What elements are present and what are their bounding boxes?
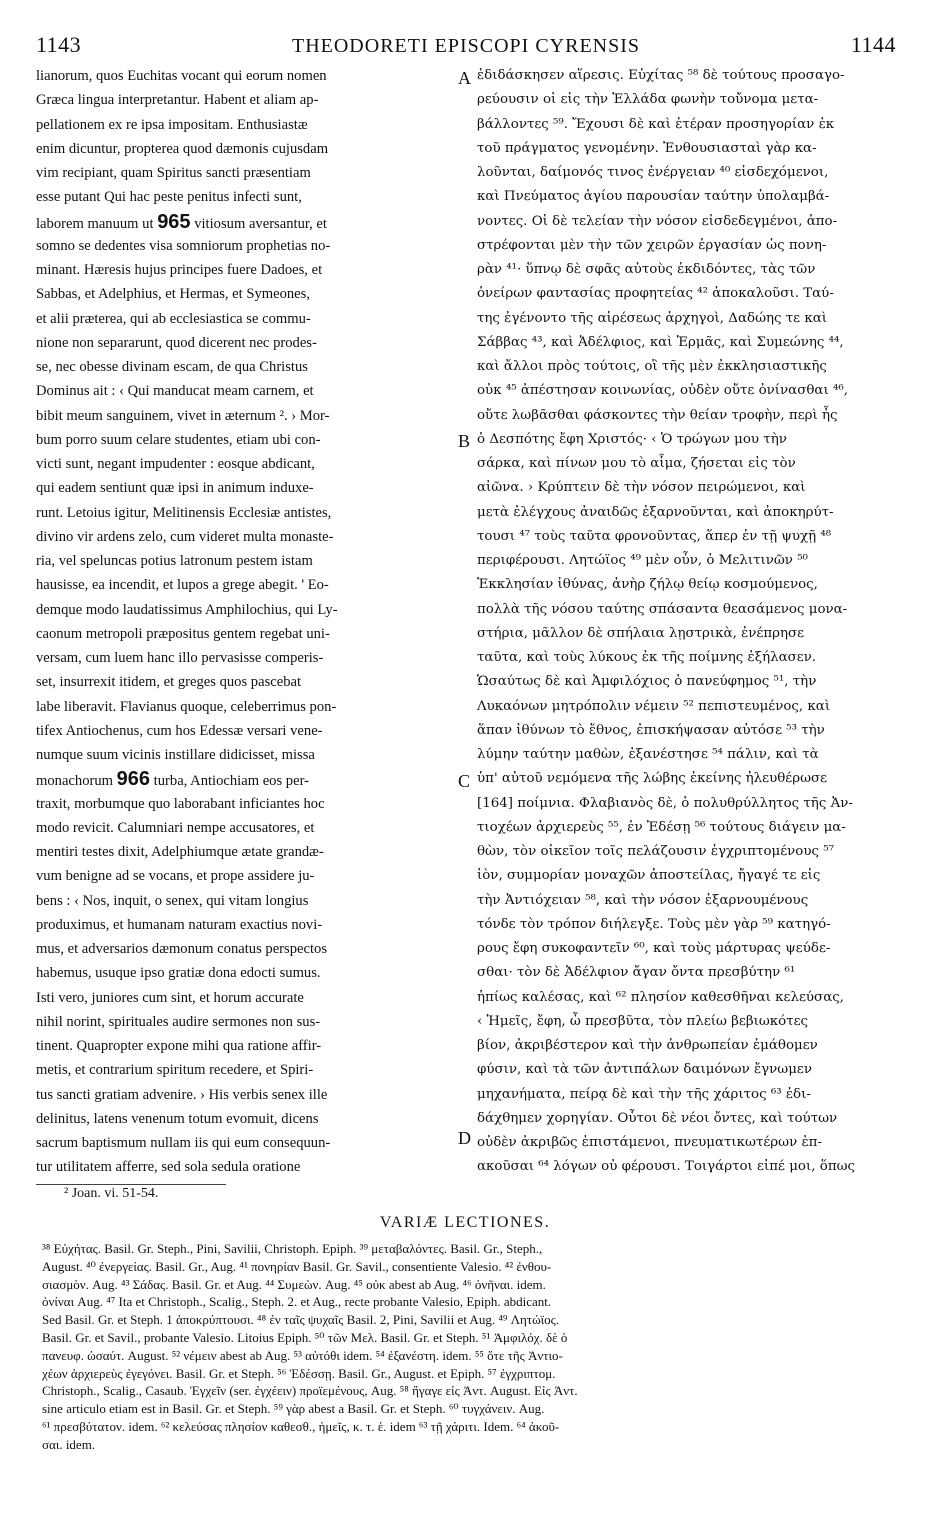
latin-text-line: victi sunt, negant impudenter : eosque abdicant, xyxy=(36,456,315,472)
greek-text-line: ἰὸν, συμμορίαν μοναχῶν ἀποστείλας, ἤγαγέ τε εἰς xyxy=(477,868,821,884)
scripture-footnote: ² Joan. vi. 51-54. xyxy=(64,1186,159,1201)
greek-text-line: της ἐγένοντο τῆς αἱρέσεως ἀρχηγοὶ, Δαδώης τε καὶ xyxy=(477,310,828,326)
variant-reading-line: χέων ἀρχιερεὺς ἐγεγόνει. Basil. Gr. et Steph. ⁵⁶ Ἐδέσσῃ. Basil. Gr., August. et Epiph. ⁵⁷ ἐγχριπτομ. xyxy=(42,1365,556,1381)
latin-text-line: Dominus ait : ‹ Qui manducat meam carnem, et xyxy=(36,383,314,400)
greek-text-line: ὑπ' αὐτοῦ νεμόμενα τῆς λώβης ἐκείνης ἠλευθέρωσε xyxy=(477,771,828,787)
latin-text-line: metis, et contrarium spiritum recedere, et Spiri- xyxy=(36,1062,314,1079)
latin-text-line: vum benigne ad se vocans, et prope assidere ju- xyxy=(36,868,315,885)
latin-text-line: monachorum 966 turba, Antiochiam eos per- xyxy=(36,768,310,791)
latin-text-line: et alii præterea, qui ab ecclesiastica se commu- xyxy=(36,310,311,327)
latin-text-line: habemus, usuque ipso gratiæ dona edocti sumus. xyxy=(36,965,321,982)
latin-text-line: nione non separarunt, quod dicerent nec prodes- xyxy=(36,334,317,351)
greek-text-line: λοῦνται, δαίμονός τινος ἐνέργειαν ⁴⁰ εἰσδεχόμενοι, xyxy=(477,165,829,180)
margin-marker-b: B xyxy=(458,431,471,451)
inline-column-number: 965 xyxy=(157,210,191,233)
latin-text-line: bum porro suum celare studentes, etiam ubi con- xyxy=(36,431,321,448)
greek-text-line: οὐκ ⁴⁵ ἀπέστησαν κοινωνίας, οὐδὲν οὔτε ὀνίνασθαι ⁴⁶, xyxy=(477,383,848,399)
footnote-rule xyxy=(36,1184,226,1185)
greek-text-line: στήρια, μᾶλλον δὲ σπήλαια λῃστρικὰ, ἐνέπρησε xyxy=(477,625,805,641)
latin-text-line: esse putant Qui hac peste penitus infecti sunt, xyxy=(36,189,302,206)
latin-text-line: bibit meum sanguinem, vivet in æternum ². › Mor- xyxy=(36,407,330,424)
greek-text-line: βάλλοντες ⁵⁹. Ἔχουσι δὲ καὶ ἑτέραν προσηγορίαν ἐκ xyxy=(477,116,835,132)
latin-text-line: sacrum baptismum nullam iis qui eum consequun- xyxy=(36,1135,331,1151)
latin-text-line: tur utilitatem afferre, sed sola sedula oratione xyxy=(36,1159,301,1176)
greek-text-line: νοντες. Οἱ δὲ τελείαν τὴν νόσον εἰσδεδεγμένοι, ἀπο- xyxy=(477,213,838,229)
variant-reading-line: August. ⁴⁰ ἐνεργείας. Basil. Gr., Aug. ⁴¹ πονηρίαν Basil. Gr. Savil., consentiente Valesio. ⁴² ἐνθου- xyxy=(42,1258,552,1274)
latin-text-line: vim recipiant, quam Spiritus sancti præsentiam xyxy=(36,165,311,181)
latin-text-line: delinitus, latens venenum totum evomuit, dicens xyxy=(36,1110,319,1127)
latin-text-line: caonum metropoli præpositus gentem regebat uni- xyxy=(36,625,330,642)
greek-text-line: αἰῶνα. › Κρύπτειν δὲ τὴν νόσον πειρώμενοι, καὶ xyxy=(477,480,806,496)
greek-text-line: Ἐκκλησίαν ἰθύνας, ἀνὴρ ζήλῳ θείῳ κοσμούμενος, xyxy=(477,577,818,593)
greek-text-line: μηχανήματα, πείρᾳ δὲ καὶ τὴν τῆς χάριτος ⁶³ ἐδι- xyxy=(477,1086,811,1102)
greek-text-line: ‹ Ἡμεῖς, ἔφη, ὦ πρεσβῦτα, τὸν πλείω βεβιωκότες xyxy=(477,1013,809,1029)
latin-text-line: Sabbas, et Adelphius, et Hermas, et Symeones, xyxy=(36,286,310,303)
greek-text-line: ἅπαν ἰθύνων τὸ ἔθνος, ἐπισκήψασαν αὐτόσε ⁵³ τὴν xyxy=(477,722,825,738)
greek-text-line: ρὰν ⁴¹· ὕπνῳ δὲ σφᾶς αὐτοὺς ἐκδιδόντες, τὰς τῶν xyxy=(477,262,816,277)
latin-text-line: numque suum vicinis instillare didicisset, missa xyxy=(36,747,315,763)
greek-text-line: θὼν, τὸν οἰκεῖον τοῖς πελάζουσιν ἐγχριπτομένους ⁵⁷ xyxy=(477,844,834,859)
variant-reading-line: Basil. Gr. et Savil., probante Valesio. Litoius Epiph. ⁵⁰ τῶν Μελ. Basil. Gr. et Steph. ⁵¹ Ἀμφιλόχ. δὲ ὁ xyxy=(42,1329,568,1345)
margin-marker-a: A xyxy=(458,68,471,88)
latin-text-column xyxy=(36,64,456,1180)
greek-text-line: τιοχέων ἀρχιερεὺς ⁵⁵, ἐν Ἐδέσῃ ⁵⁶ τούτους διάγειν μα- xyxy=(477,819,846,835)
latin-text-line: bens : ‹ Nos, inquit, o senex, qui vitam longius xyxy=(36,892,309,909)
column-number-left: 1143 xyxy=(36,32,82,57)
latin-text-line: mentiri testes dixit, Adelphiumque ætate grandæ- xyxy=(36,844,324,860)
latin-text-line: demque modo laudatissimus Amphilochius, qui Ly- xyxy=(36,601,338,618)
greek-text-line: ἠπίως καλέσας, καὶ ⁶² πλησίον καθεσθῆναι κελεύσας, xyxy=(477,989,844,1005)
latin-text-line: divino vir ardens zelo, cum videret multa monaste- xyxy=(36,528,334,545)
greek-text-line: περιφέρουσι. Λητώϊος ⁴⁹ μὲν οὖν, ὁ Μελιτινῶν ⁵⁰ xyxy=(477,553,808,568)
greek-text-line: πολλὰ τῆς νόσου ταύτης σπάσαντα θεασάμενος μονα- xyxy=(477,601,848,617)
variant-reading-line: sine articulo etiam est in Basil. Gr. et Steph. ⁵⁹ γὰρ abest a Basil. Gr. et Steph. ⁶⁰ τυγχάνειν. Aug. xyxy=(42,1401,545,1417)
latin-text-line: modo revicit. Calumniari nempe accusatores, et xyxy=(36,819,315,836)
latin-text-line: versam, cum luem hanc illo pervasisse comperis- xyxy=(36,650,324,666)
greek-text-line: ακοῦσαι ⁶⁴ λόγων οὐ φέρουσι. Τοιγάρτοι εἰπέ μοι, ὅπως xyxy=(477,1159,856,1175)
latin-text-line: minant. Hæresis hujus principes fuere Dadoes, et xyxy=(36,262,323,278)
greek-text-column xyxy=(477,64,897,1180)
greek-text-line: σθαι· τὸν δὲ Ἀδέλφιον ἄγαν ὄντα πρεσβύτην ⁶¹ xyxy=(477,965,796,981)
variant-reading-line: ὀνίναι Aug. ⁴⁷ Ita et Christoph., Scalig., Steph. 2. et Aug., recte probante Valesio, Epiph. abdicant. xyxy=(42,1294,552,1310)
greek-text-line: σάρκα, καὶ πίνων μου τὸ αἷμα, ζήσεται εἰς τὸν xyxy=(477,456,796,471)
greek-text-line: βίον, ἀκριβέστερον καὶ τὴν ἀνθρωπείαν ἐμάθομεν xyxy=(477,1038,818,1053)
greek-text-line: τόνδε τὸν τρόπον διήλεγξε. Τοὺς μὲν γὰρ ⁵⁹ κατηγό- xyxy=(477,916,831,932)
variant-reading-line: σιασμὸν. Aug. ⁴³ Σάδας. Basil. Gr. et Aug. ⁴⁴ Συμεὼν. Aug. ⁴⁵ οὐκ abest ab Aug. ⁴⁶ ὀνῆναι. idem. xyxy=(42,1276,546,1292)
greek-text-line: Σάββας ⁴³, καὶ Ἀδέλφιος, καὶ Ἑρμᾶς, καὶ Συμεώνης ⁴⁴, xyxy=(477,334,844,350)
greek-text-line: τοῦ πράγματος γενομένην. Ἐνθουσιασταὶ γὰρ κα- xyxy=(477,140,817,156)
greek-text-line: Ὡσαύτως δὲ καὶ Ἀμφιλόχιος ὁ πανεύφημος ⁵¹, τὴν xyxy=(477,674,817,690)
greek-text-line: φύσιν, καὶ τὰ τῶν ἀντιπάλων δαιμόνων ἔγνωμεν xyxy=(477,1062,813,1078)
greek-text-line: καὶ ἄλλοι πρὸς τούτοις, οἳ τῆς μὲν ἐκκλησιαστικῆς xyxy=(477,359,827,374)
latin-text-line: se, nec obesse divinam escam, de qua Christus xyxy=(36,359,308,375)
latin-text-line: enim dicuntur, propterea quod dæmonis cujusdam xyxy=(36,140,329,157)
greek-text-line: [164] ποίμνια. Φλαβιανὸς δὲ, ὁ πολυθρύλλητος τῆς Ἀν- xyxy=(477,795,853,811)
margin-marker-c: C xyxy=(458,771,471,791)
greek-text-line: τουσι ⁴⁷ τοὺς ταῦτα φρονοῦντας, ἅπερ ἐν τῇ ψυχῇ ⁴⁸ xyxy=(477,528,832,544)
variant-reading-line: Sed Basil. Gr. et Steph. 1 ἀποκρύπτουσι. ⁴⁸ ἐν ταῖς ψυχαῖς Basil. 2, Pini, Savilii et Aug. ⁴⁹ Λητώϊος. xyxy=(42,1312,560,1328)
greek-text-line: λύμην ταύτην μαθὼν, ἐξανέστησε ⁵⁴ πάλιν, καὶ τὰ xyxy=(477,747,819,762)
latin-text-line: tus sancti gratiam advenire. › His verbis senex ille xyxy=(36,1086,328,1103)
column-number-right: 1144 xyxy=(850,32,896,57)
greek-text-line: Λυκαόνων μητρόπολιν νέμειν ⁵² πεπιστευμένος, καὶ xyxy=(477,698,831,714)
variant-reading-line: πανευφ. ὡσαύτ. August. ⁵² νέμειν abest ab Aug. ⁵³ αὐτόθι idem. ⁵⁴ ἐξανέστη. idem. ⁵⁵ ὅτε τῆς Ἀντιο- xyxy=(42,1347,563,1363)
latin-text-line: lianorum, quos Euchitas vocant qui eorum nomen xyxy=(36,68,327,84)
running-header xyxy=(36,32,896,62)
variant-reading-line: ³⁸ Εὐχήτας. Basil. Gr. Steph., Pini, Savilii, Christoph. Epiph. ³⁹ μεταβαλόντες. Basil. Gr., Steph., xyxy=(42,1241,543,1256)
latin-text-line: produximus, et humanam naturam exactius novi- xyxy=(36,916,323,933)
latin-text-line: hausisse, ea incendit, et lupos a grege abegit. ' Eo- xyxy=(36,577,329,594)
latin-text-line: laborem manuum ut 965 vitiosum aversantur, et xyxy=(36,210,327,233)
greek-text-line: ρους ἔφη συκοφαντεῖν ⁶⁰, καὶ τοὺς μάρτυρας ψεύδε- xyxy=(477,941,831,956)
latin-text-line: tinent. Quapropter expone mihi qua ratione affir- xyxy=(36,1038,322,1054)
variae-lectiones-heading: VARIÆ LECTIONES. xyxy=(379,1214,551,1231)
variae-lectiones-apparatus xyxy=(42,1240,902,1454)
latin-text-line: labe liberavit. Flavianus quoque, celeberrimus pon- xyxy=(36,698,337,715)
latin-text-line: qui eadem sentiunt quæ ipsi in animum induxe- xyxy=(36,480,314,497)
greek-text-line: ὁ Δεσπότης ἔφη Χριστός· ‹ Ὁ τρώγων μου τὴν xyxy=(477,431,787,447)
latin-text-line: Isti vero, juniores cum sint, et horum accurate xyxy=(36,989,304,1006)
greek-text-line: οὔτε λωβᾶσθαι φάσκοντες τὴν θείαν τροφὴν, περὶ ἧς xyxy=(477,407,838,423)
latin-text-line: somno se dedentes visa somniorum prophetias no- xyxy=(36,237,331,254)
variant-reading-line: Christoph., Scalig., Casaub. Ἐγχεῖν (ser. ἐγχέειν) προϊεμένους, Aug. ⁵⁸ ἤγαγε εἰς Ἀντ. August. Εἰς Ἀντ. xyxy=(42,1383,578,1399)
greek-text-line: τὴν Ἀντιόχειαν ⁵⁸, καὶ τὴν νόσον ἐξαρνουμένους xyxy=(477,892,809,908)
greek-text-line: ταῦτα, καὶ τοὺς λύκους ἐκ τῆς ποίμνης ἐξήλασεν. xyxy=(477,650,817,665)
latin-text-line: pellationem ex re ipsa impositam. Enthusiastæ xyxy=(36,116,308,133)
variant-reading-line: σαι. idem. xyxy=(42,1436,96,1452)
latin-text-line: traxit, morbumque quo laborabant inficiantes hoc xyxy=(36,795,325,812)
latin-text-line: set, insurrexit itidem, et greges quos pascebat xyxy=(36,674,302,691)
running-title: THEODORETI EPISCOPI CYRENSIS xyxy=(291,35,641,57)
latin-text-line: mus, et adversarios dæmonum conatus perspectos xyxy=(36,941,328,957)
latin-text-line: ria, vel speluncas potius latronum pestem istam xyxy=(36,553,313,569)
greek-text-line: καὶ Πνεύματος ἁγίου παρουσίαν ταύτην ὑπολαμβά- xyxy=(477,189,830,205)
latin-text-line: tifex Antiochenus, cum hos Edessæ versari vene- xyxy=(36,722,323,739)
latin-text-line: Græca lingua interpretantur. Habent et aliam ap- xyxy=(36,92,319,109)
greek-text-line: ρεύουσιν οἱ εἰς τὴν Ἑλλάδα φωνὴν τοὔνομα μετα- xyxy=(477,92,819,108)
greek-text-line: δάχθημεν χορηγίαν. Οὗτοι δὲ νέοι ὄντες, καὶ τούτων xyxy=(477,1110,838,1126)
latin-text-line: runt. Letoius igitur, Melitinensis Ecclesiæ antistes, xyxy=(36,504,332,521)
greek-text-line: οὐδὲν ἀκριβῶς ἐπιστάμενοι, πνευματικωτέρων ἐπ- xyxy=(477,1135,822,1150)
margin-marker-d: D xyxy=(458,1128,471,1148)
greek-text-line: ἐδιδάσκησεν αἵρεσις. Εὐχίτας ⁵⁸ δὲ τούτους προσαγο- xyxy=(477,68,845,83)
inline-column-number: 966 xyxy=(116,768,151,791)
greek-text-line: στρέφονται μὲν τὴν τῶν χειρῶν ἐργασίαν ὡς πονη- xyxy=(477,237,827,253)
latin-text-line: nihil norint, spirituales audire sermones non sus- xyxy=(36,1013,321,1030)
greek-text-line: ὀνείρων φαντασίας προφητείας ⁴² ἀποκαλοῦσι. Ταύ- xyxy=(477,286,834,302)
greek-text-line: μετὰ ἐλέγχους ἀναιδῶς ἐξαρνοῦνται, καὶ ἀποκηρύτ- xyxy=(477,504,834,520)
variant-reading-line: ⁶¹ πρεσβύτατον. idem. ⁶² κελεύσας πλησίον καθεσθ., ἡμεῖς, κ. τ. ἑ. idem ⁶³ τῇ χάριτι. Idem. ⁶⁴ ἀκοῦ- xyxy=(42,1418,560,1434)
